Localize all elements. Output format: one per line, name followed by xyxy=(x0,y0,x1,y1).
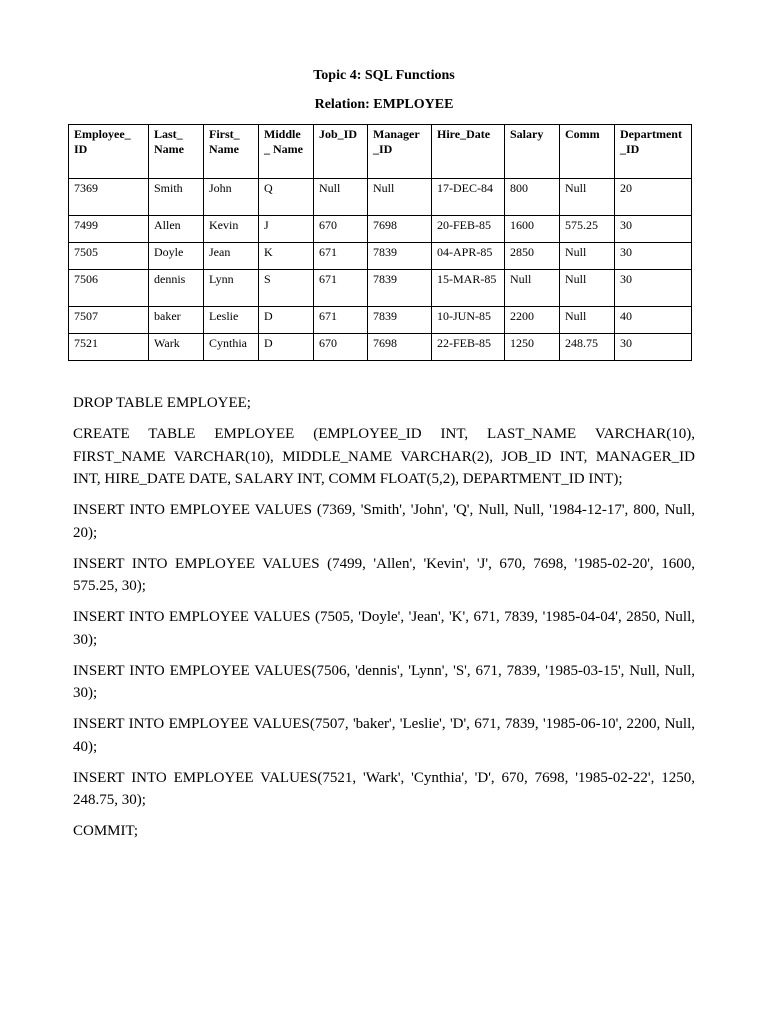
table-cell: baker xyxy=(149,307,204,334)
sql-statement: CREATE TABLE EMPLOYEE (EMPLOYEE_ID INT, LAST_NAME VARCHAR(10), FIRST_NAME VARCHAR(10), MIDDLE_NAME VARCHAR(2), JOB_ID INT, MANAGER_ID INT, HIRE_DATE DATE, SALARY INT, COMM FLOAT(5,2), DEPARTMENT_ID INT); xyxy=(73,426,695,487)
sql-statement: INSERT INTO EMPLOYEE VALUES (7499, 'Allen', 'Kevin', 'J', 670, 7698, '1985-02-20', 1600, 575.25, 30); xyxy=(73,555,695,594)
table-cell: 671 xyxy=(314,307,368,334)
table-cell: 20 xyxy=(615,179,692,216)
table-cell: K xyxy=(259,243,314,270)
table-row xyxy=(69,216,692,243)
table-cell: 04-APR-85 xyxy=(432,243,505,270)
table-cell: 1250 xyxy=(505,334,560,361)
table-cell: 7507 xyxy=(69,307,149,334)
table-cell: 30 xyxy=(615,243,692,270)
table-cell: Null xyxy=(368,179,432,216)
relation-heading: Relation: EMPLOYEE xyxy=(314,97,454,112)
table-cell: 2850 xyxy=(505,243,560,270)
header-cell: Job_ID xyxy=(314,125,368,179)
table-cell: 20-FEB-85 xyxy=(432,216,505,243)
table-cell: 30 xyxy=(615,270,692,307)
table-cell: 2200 xyxy=(505,307,560,334)
table-cell: 800 xyxy=(505,179,560,216)
header-cell: Salary xyxy=(505,125,560,179)
table-cell: 30 xyxy=(615,216,692,243)
table-cell: 7839 xyxy=(368,270,432,307)
table-row xyxy=(69,179,692,216)
sql-statement: INSERT INTO EMPLOYEE VALUES(7506, 'dennis', 'Lynn', 'S', 671, 7839, '1985-03-15', Null, Null, 30); xyxy=(73,662,695,701)
header-cell: Employee_ ID xyxy=(69,125,149,179)
table-cell: 17-DEC-84 xyxy=(432,179,505,216)
table-cell: 671 xyxy=(314,243,368,270)
table-cell: D xyxy=(259,334,314,361)
table-cell: Null xyxy=(505,270,560,307)
table-cell: Null xyxy=(560,307,615,334)
table-header xyxy=(69,125,692,179)
table-cell: Null xyxy=(314,179,368,216)
table-cell: Jean xyxy=(204,243,259,270)
table-body xyxy=(69,179,692,361)
table-cell: Cynthia xyxy=(204,334,259,361)
sql-statement: DROP TABLE EMPLOYEE; xyxy=(73,395,251,411)
header-cell: Comm xyxy=(560,125,615,179)
header-cell: First_ Name xyxy=(204,125,259,179)
table-cell: 22-FEB-85 xyxy=(432,334,505,361)
table-cell: 670 xyxy=(314,216,368,243)
table-cell: D xyxy=(259,307,314,334)
table-row xyxy=(69,334,692,361)
table-cell: 7521 xyxy=(69,334,149,361)
table-cell: Q xyxy=(259,179,314,216)
table-cell: Doyle xyxy=(149,243,204,270)
table-cell: 1600 xyxy=(505,216,560,243)
employee-table xyxy=(68,124,692,361)
table-cell: 7505 xyxy=(69,243,149,270)
table-row xyxy=(69,307,692,334)
table-cell: Null xyxy=(560,179,615,216)
table-cell: Allen xyxy=(149,216,204,243)
table-cell: 7506 xyxy=(69,270,149,307)
table-header-row xyxy=(69,125,692,179)
sql-script xyxy=(73,392,695,851)
table-cell: 30 xyxy=(615,334,692,361)
table-cell: 671 xyxy=(314,270,368,307)
table-cell: Null xyxy=(560,243,615,270)
table-cell: Kevin xyxy=(204,216,259,243)
table-cell: 670 xyxy=(314,334,368,361)
table-cell: dennis xyxy=(149,270,204,307)
header-cell: Hire_Date xyxy=(432,125,505,179)
table-cell: 10-JUN-85 xyxy=(432,307,505,334)
header-cell: Middle _ Name xyxy=(259,125,314,179)
table-row xyxy=(69,270,692,307)
document-title: Topic 4: SQL Functions xyxy=(313,68,455,83)
table-cell: Smith xyxy=(149,179,204,216)
sql-statement: COMMIT; xyxy=(73,823,139,839)
table-cell: 575.25 xyxy=(560,216,615,243)
table-cell: Lynn xyxy=(204,270,259,307)
table-cell: 7499 xyxy=(69,216,149,243)
table-cell: 7698 xyxy=(368,334,432,361)
table-cell: S xyxy=(259,270,314,307)
table-cell: 15-MAR-85 xyxy=(432,270,505,307)
table-cell: 7839 xyxy=(368,307,432,334)
table-cell: John xyxy=(204,179,259,216)
sql-statement: INSERT INTO EMPLOYEE VALUES (7505, 'Doyle', 'Jean', 'K', 671, 7839, '1985-04-04', 2850, Null, 30); xyxy=(73,609,695,648)
sql-statement: INSERT INTO EMPLOYEE VALUES(7507, 'baker', 'Leslie', 'D', 671, 7839, '1985-06-10', 2200, Null, 40); xyxy=(73,716,695,755)
table-row xyxy=(69,243,692,270)
table-cell: 7839 xyxy=(368,243,432,270)
header-cell: Last_ Name xyxy=(149,125,204,179)
table-cell: Wark xyxy=(149,334,204,361)
table-cell: 7369 xyxy=(69,179,149,216)
table-cell: 40 xyxy=(615,307,692,334)
table-cell: J xyxy=(259,216,314,243)
table-cell: Null xyxy=(560,270,615,307)
sql-statement: INSERT INTO EMPLOYEE VALUES(7521, 'Wark', 'Cynthia', 'D', 670, 7698, '1985-02-22', 1250, 248.75, 30); xyxy=(73,769,695,808)
header-cell: Department _ID xyxy=(615,125,692,179)
table-cell: 248.75 xyxy=(560,334,615,361)
table-cell: 7698 xyxy=(368,216,432,243)
header-cell: Manager _ID xyxy=(368,125,432,179)
table-cell: Leslie xyxy=(204,307,259,334)
sql-statement: INSERT INTO EMPLOYEE VALUES (7369, 'Smith', 'John', 'Q', Null, Null, '1984-12-17', 800, Null, 20); xyxy=(73,502,695,541)
